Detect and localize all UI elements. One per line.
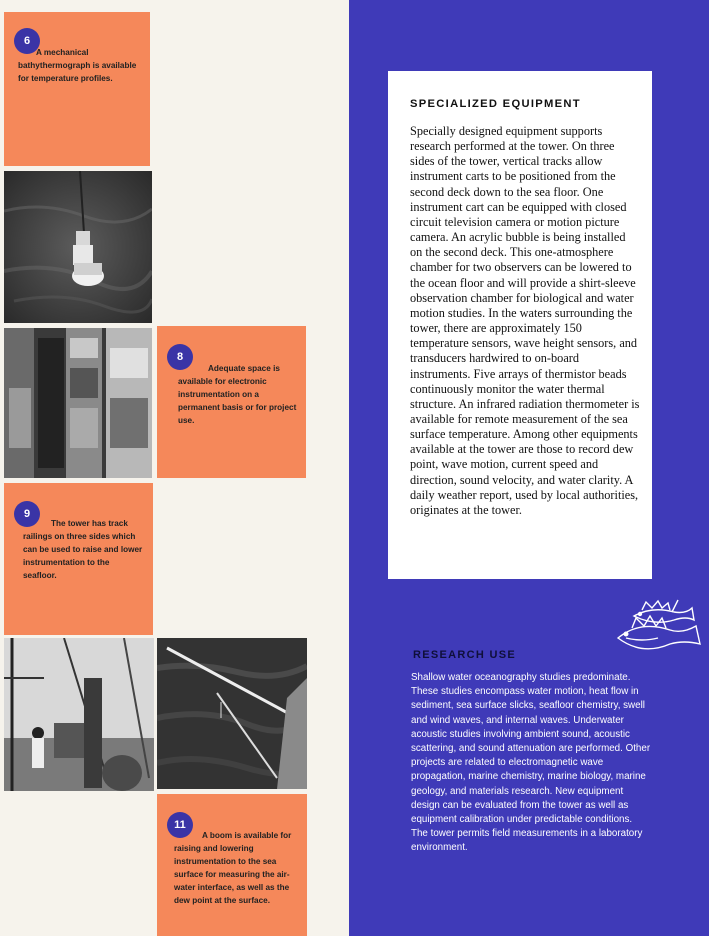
specialized-equipment-title: SPECIALIZED EQUIPMENT xyxy=(410,98,581,110)
research-use-title: RESEARCH USE xyxy=(413,649,517,661)
badge-8: 8 xyxy=(167,344,193,370)
badge-11: 11 xyxy=(167,812,193,838)
research-use-text: Shallow water oceanography studies predominate. These studies encompass water motion, heat flow in sediment, sea surface slicks, seafloor chemistry, swell and wind waves, and internal waves. Underwater acoustic studies involving ambient sound, acoustic scattering, and sound attenuation are performed. Other projects are related to electromagnetic wave propagation, marine chemistry, marine biology, marine geology, and materials research. New equipment design can be evaluated from the tower as well as equipment calibration under predictable conditions. The tower permits field measurements in a laboratory environment. xyxy=(411,672,651,854)
photo-tower-deck xyxy=(4,638,154,791)
caption-6: A mechanical bathythermograph is available for temperature profiles. xyxy=(18,48,137,83)
fish-illustration-icon xyxy=(612,598,704,664)
panel-8 xyxy=(157,326,306,478)
specialized-equipment-text: Specially designed equipment supports research performed at the tower. On three sides of the tower, vertical tracks allow instrument carts to be positioned from the second deck down to the sea floor. One instrument cart can be equipped with closed circuit television camera or motion picture camera. An acrylic bubble is being installed on the second deck. This one-atmosphere chamber for two observers can be lowered to the ocean floor and will provide a shirt-sleeve observation chamber for biological and water motion studies. In the waters surrounding the tower, there are approximately 150 temperature sensors, wave height sensors, and transducers hardwired to on-board instruments. Five arrays of thermistor beads continuously monitor the water thermal structure. An infrared radiation thermometer is available for remote measurement of the sea surface temperature. Among other equipments available at the tower are those to record dew point, wave motion, current speed and direction, sound velocity, and water clarity. A daily weather report, used by local authorities, originates at the tower. xyxy=(410,124,640,517)
badge-9: 9 xyxy=(14,501,40,527)
photo-instrumentation xyxy=(4,328,152,478)
specialized-equipment-box xyxy=(388,71,652,579)
photo-bathythermograph xyxy=(4,171,152,323)
badge-6: 6 xyxy=(14,28,40,54)
caption-9: The tower has track railings on three sides which can be used to raise and lower instrumentation to the seafloor. xyxy=(23,519,143,580)
caption-11: A boom is available for raising and lowering instrumentation to the sea surface for measuring the air-water interface, as well as the dew point at the surface. xyxy=(174,831,292,905)
caption-8: Adequate space is available for electronic instrumentation on a permanent basis or for project use. xyxy=(178,364,297,425)
panel-9 xyxy=(4,483,153,635)
panel-11 xyxy=(157,794,307,936)
photo-boom xyxy=(157,638,307,789)
panel-6 xyxy=(4,12,150,166)
